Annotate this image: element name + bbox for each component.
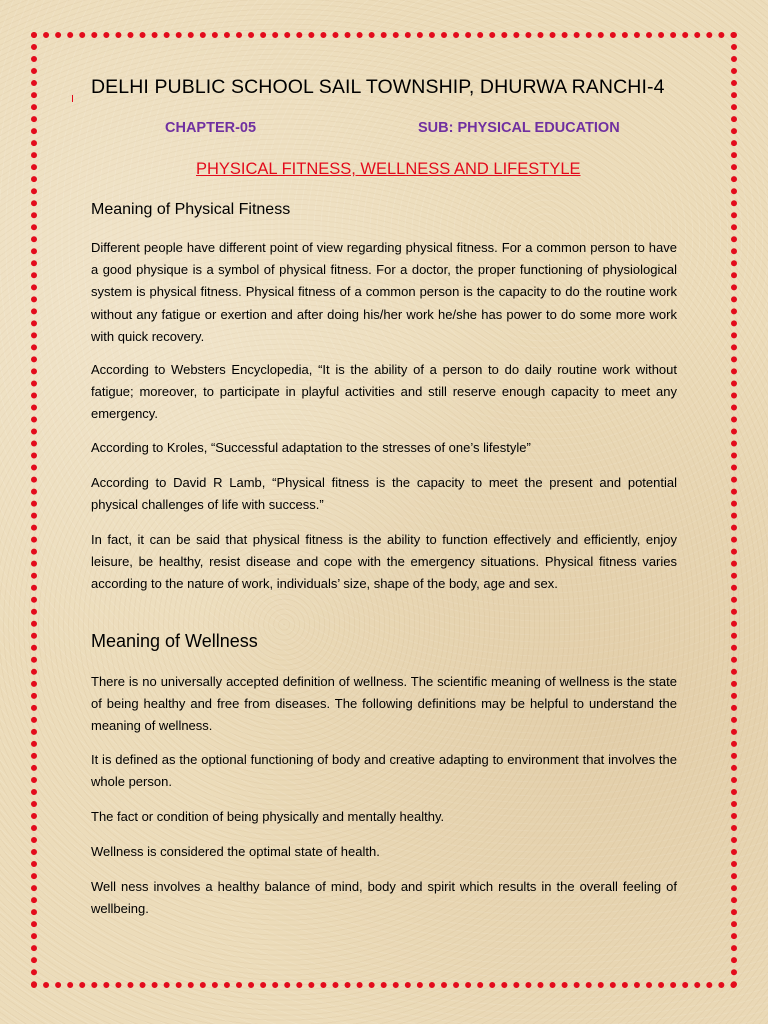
wellness-paragraph-4: Wellness is considered the optimal state of health.: [91, 844, 380, 859]
fitness-paragraph-2: According to Websters Encyclopedia, “It is the ability of a person to do daily routine work without fatigue; moreover, to participate in playful activities and still reserve enough capacity to meet any emergency.: [91, 362, 677, 422]
fitness-paragraph-5: In fact, it can be said that physical fitness is the ability to function effectively and efficiently, enjoy leisure, be healthy, resist disease and cope with the emergency situations. Physical fitness varies according to the nature of work, individuals’ size, shape of the body, age and sex.: [91, 532, 677, 592]
section-heading-wellness: Meaning of Wellness: [91, 631, 258, 651]
fitness-paragraph-1: Different people have different point of view regarding physical fitness. For a common person to have a good physique is a symbol of physical fitness. For a doctor, the proper functioning of physiological system is physical fitness. Physical fitness of a common person is the capacity to do the routine work without any fatigue or exertion and after doing his/her work he/she has power to do some more work with quick recovery.: [91, 240, 677, 344]
school-name: DELHI PUBLIC SCHOOL SAIL TOWNSHIP, DHURWA RANCHI-4: [91, 76, 665, 98]
chapter-label: CHAPTER-05: [165, 120, 257, 136]
section-heading-physical-fitness: Meaning of Physical Fitness: [91, 201, 291, 218]
subject-label: SUB: PHYSICAL EDUCATION: [418, 120, 620, 136]
wellness-paragraph-5: Well ness involves a healthy balance of mind, body and spirit which results in the overall feeling of wellbeing.: [91, 879, 677, 917]
stray-red-mark: [72, 95, 73, 102]
wellness-paragraph-1: There is no universally accepted definition of wellness. The scientific meaning of wellness is the state of being healthy and free from diseases. The following definitions may be helpful to understand the meaning of wellness.: [91, 674, 677, 734]
fitness-paragraph-3: According to Kroles, “Successful adaptation to the stresses of one’s lifestyle”: [91, 440, 531, 455]
wellness-paragraph-2: It is defined as the optional functioning of body and creative adapting to environment that involves the whole person.: [91, 752, 677, 790]
wellness-paragraph-3: The fact or condition of being physically and mentally healthy.: [91, 809, 445, 824]
fitness-paragraph-4: According to David R Lamb, “Physical fitness is the capacity to meet the present and potential physical challenges of life with success.”: [91, 475, 677, 513]
chapter-title: PHYSICAL FITNESS, WELLNESS AND LIFESTYLE: [196, 160, 581, 178]
